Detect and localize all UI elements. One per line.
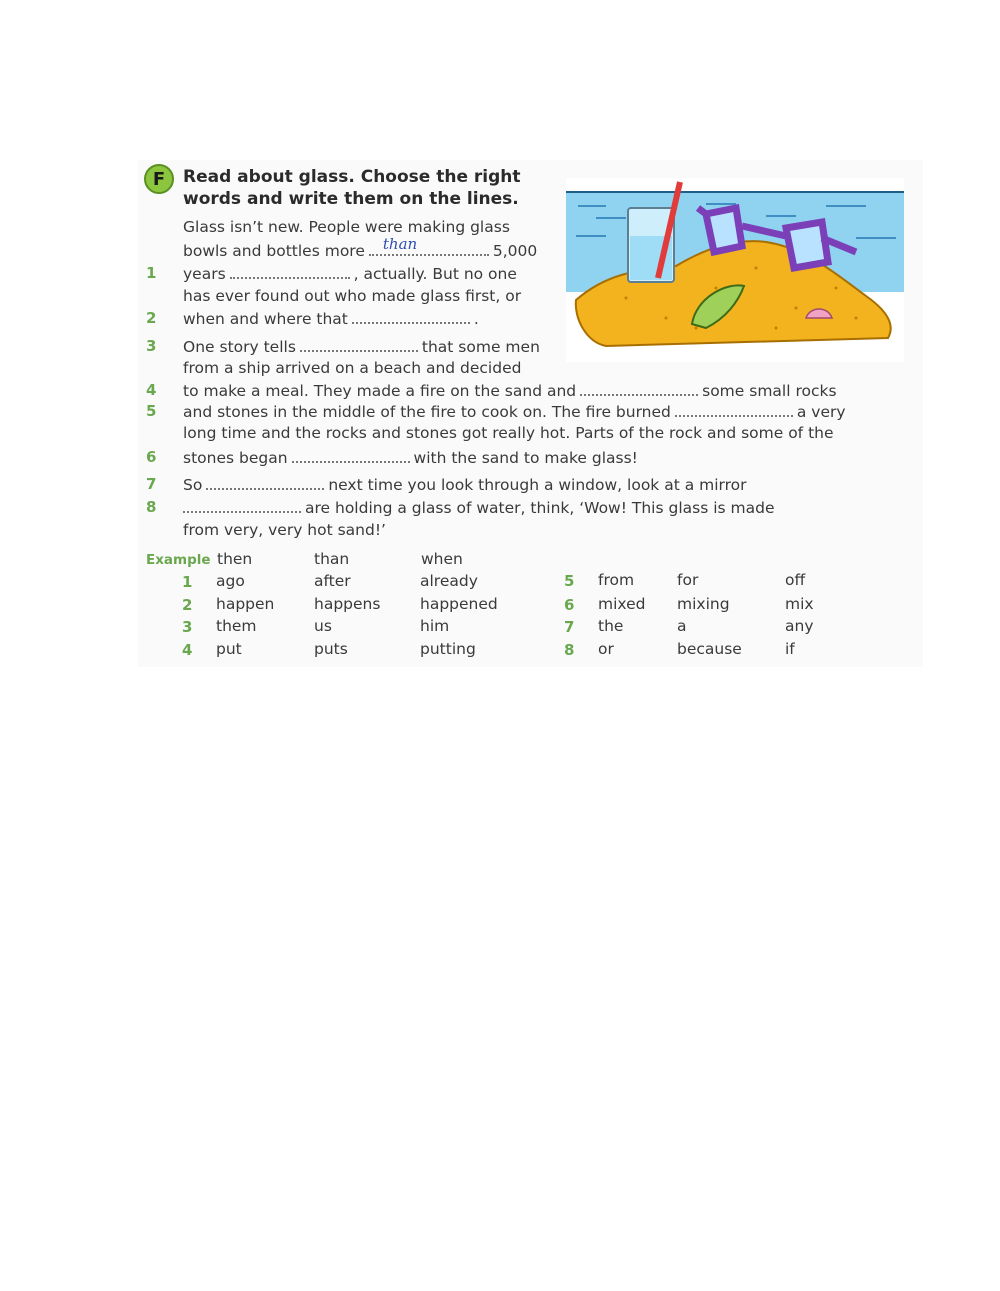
- passage-line: has ever found out who made glass first, or: [183, 287, 522, 305]
- answer-blank-8[interactable]: [183, 497, 301, 513]
- passage-line: stones began with the sand to make glass!: [183, 449, 638, 467]
- option-word[interactable]: us: [314, 617, 332, 635]
- option-number: 6: [564, 596, 575, 614]
- passage-line: bowls and bottles more than 5,000: [183, 235, 538, 260]
- exercise-title-line-1: Read about glass. Choose the right: [183, 167, 521, 187]
- option-word[interactable]: a: [677, 617, 687, 635]
- option-word[interactable]: them: [216, 617, 257, 635]
- option-number: 7: [564, 618, 575, 636]
- option-word[interactable]: him: [420, 617, 450, 635]
- option-word[interactable]: if: [785, 640, 795, 658]
- passage-line: One story tells that some men: [183, 338, 540, 356]
- passage-line: when and where that .: [183, 310, 479, 328]
- answer-blank-1[interactable]: [230, 263, 350, 279]
- answer-blank-5[interactable]: [675, 401, 793, 417]
- passage-line: Glass isn’t new. People were making glass: [183, 218, 510, 236]
- line-number: 3: [146, 337, 157, 355]
- beach-glass-illustration: [566, 178, 904, 362]
- passage-line: are holding a glass of water, think, ‘Wow! This glass is made: [183, 497, 774, 518]
- line-number: 1: [146, 264, 157, 282]
- option-word[interactable]: for: [677, 571, 699, 589]
- passage-line: from very, very hot sand!’: [183, 521, 386, 539]
- exercise-title-line-2: words and write them on the lines.: [183, 189, 519, 209]
- line-number: 6: [146, 448, 157, 466]
- answer-blank-4[interactable]: [580, 380, 698, 396]
- option-number: 2: [182, 596, 193, 614]
- option-word[interactable]: after: [314, 572, 351, 590]
- option-word[interactable]: happened: [420, 595, 498, 613]
- example-answer: than: [382, 235, 418, 253]
- option-number: 1: [182, 573, 193, 591]
- option-number: 3: [182, 618, 193, 636]
- passage-line: long time and the rocks and stones got really hot. Parts of the rock and some of the: [183, 424, 834, 442]
- example-answer-blank[interactable]: [369, 235, 489, 256]
- option-word[interactable]: put: [216, 640, 242, 658]
- line-number: 8: [146, 498, 157, 516]
- option-word[interactable]: from: [598, 571, 635, 589]
- option-word: then: [217, 550, 253, 568]
- option-word[interactable]: already: [420, 572, 478, 590]
- option-word[interactable]: because: [677, 640, 742, 658]
- option-word: when: [421, 550, 463, 568]
- option-word[interactable]: any: [785, 617, 814, 635]
- exercise-letter-badge: F: [144, 164, 174, 194]
- passage-line: So next time you look through a window, look at a mirror: [183, 476, 747, 494]
- answer-blank-3[interactable]: [300, 336, 418, 352]
- passage-line: to make a meal. They made a fire on the sand and some small rocks: [183, 382, 837, 400]
- option-word[interactable]: happen: [216, 595, 275, 613]
- answer-blank-7[interactable]: [206, 474, 324, 490]
- passage-line: from a ship arrived on a beach and decided: [183, 359, 522, 377]
- option-number: 8: [564, 641, 575, 659]
- option-word[interactable]: ago: [216, 572, 245, 590]
- option-word[interactable]: or: [598, 640, 614, 658]
- option-word[interactable]: off: [785, 571, 806, 589]
- line-number: 2: [146, 309, 157, 327]
- option-word[interactable]: the: [598, 617, 624, 635]
- option-word[interactable]: puts: [314, 640, 348, 658]
- option-word[interactable]: mix: [785, 595, 814, 613]
- answer-blank-2[interactable]: [352, 308, 470, 324]
- line-number: 5: [146, 402, 157, 420]
- option-word[interactable]: putting: [420, 640, 476, 658]
- option-word[interactable]: happens: [314, 595, 381, 613]
- passage-line: and stones in the middle of the fire to cook on. The fire burned a very: [183, 403, 846, 421]
- example-label: Example: [146, 552, 211, 568]
- option-word: than: [314, 550, 350, 568]
- option-word[interactable]: mixed: [598, 595, 646, 613]
- option-word[interactable]: mixing: [677, 595, 730, 613]
- passage-line: years , actually. But no one: [183, 265, 517, 283]
- answer-blank-6[interactable]: [292, 447, 410, 463]
- line-number: 4: [146, 381, 157, 399]
- option-number: 4: [182, 641, 193, 659]
- line-number: 7: [146, 475, 157, 493]
- option-number: 5: [564, 572, 575, 590]
